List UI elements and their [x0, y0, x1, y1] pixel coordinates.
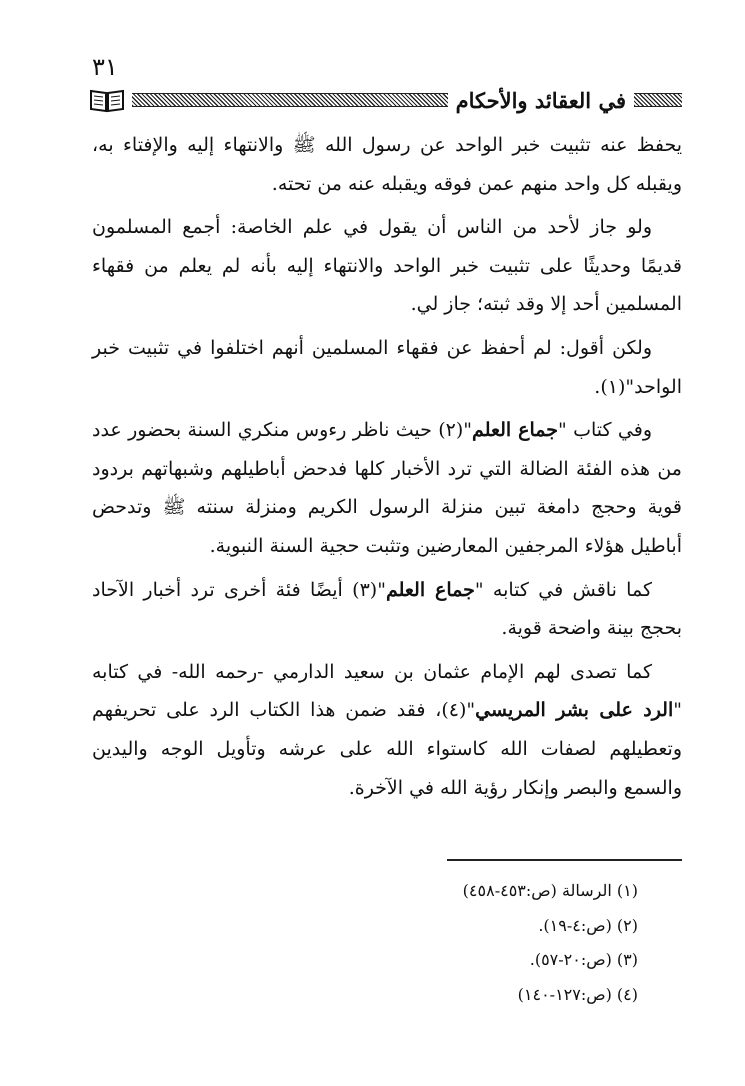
header-ornament-right [634, 93, 682, 107]
header-title: في العقائد والأحكام [455, 87, 626, 113]
paragraph: ولكن أقول: لم أحفظ عن فقهاء المسلمين أنهم اختلفوا في تثبيت خبر الواحد"(١). [92, 336, 682, 398]
paragraph: يحفظ عنه تثبيت خبر الواحد عن رسول الله ﷺ والانتهاء إليه والإفتاء به، ويقبله كل واحد منهم عمن فوقه ويقبله عنه من تحته. [92, 134, 682, 195]
footnotes [92, 874, 682, 1012]
footnote: (٤) (ص:١٢٧-١٤٠) [517, 984, 638, 1004]
paragraph: كما تصدى لهم الإمام عثمان بن سعيد الدارمي -رحمه الله- في كتابه "الرد على بشر المريسي"(٤)، فقد ضمن هذا الكتاب الرد على تحريفهم وتعطيلهم لصفات الله كاستواء الله على عرشه وتأويل الوجه واليدين والسمع والبصر وإنكار رؤية الله في الآخرة. [92, 660, 683, 799]
book-icon [88, 87, 126, 113]
paragraph: ولو جاز لأحد من الناس أن يقول في علم الخاصة: أجمع المسلمون قديمًا وحديثًا على تثبيت خبر الواحد والانتهاء إليه بأنه لم يعلم من فقهاء المسلمين أحد إلا وقد ثبته؛ جاز لي. [92, 216, 682, 316]
paragraph: وفي كتاب "جماع العلم"(٢) حيث ناظر رءوس منكري السنة بحضور عدد من هذه الفئة الضالة التي ترد الأخبار كلها فدحض أباطيلهم وشبهاتهم بردود قوية وحجج دامغة تبين منزلة الرسول الكريم ومنزلة سنته ﷺ وتدحض أباطيل هؤلاء المرجفين المعارضين وتثبت حجية السنة النبوية. [92, 419, 682, 557]
book-title: الرد على بشر المريسي [475, 699, 674, 722]
running-header [88, 86, 682, 114]
footnote: (١) الرسالة (ص:٤٥٣-٤٥٨) [462, 881, 638, 900]
footnote: (٣) (ص:٢٠-٥٧). [529, 950, 638, 969]
header-ornament-left [132, 93, 448, 107]
page-number: ٣١ [92, 53, 118, 81]
footnote: (٢) (ص:٤-١٩). [538, 915, 638, 935]
footnote-separator [447, 859, 682, 861]
main-text [92, 126, 682, 812]
paragraph: كما ناقش في كتابه "جماع العلم"(٣) أيضًا فئة أخرى ترد أخبار الآحاد بحجج بينة واضحة قوية. [92, 578, 682, 640]
book-title: جماع العلم [472, 419, 558, 442]
book-title: جماع العلم [385, 578, 475, 601]
